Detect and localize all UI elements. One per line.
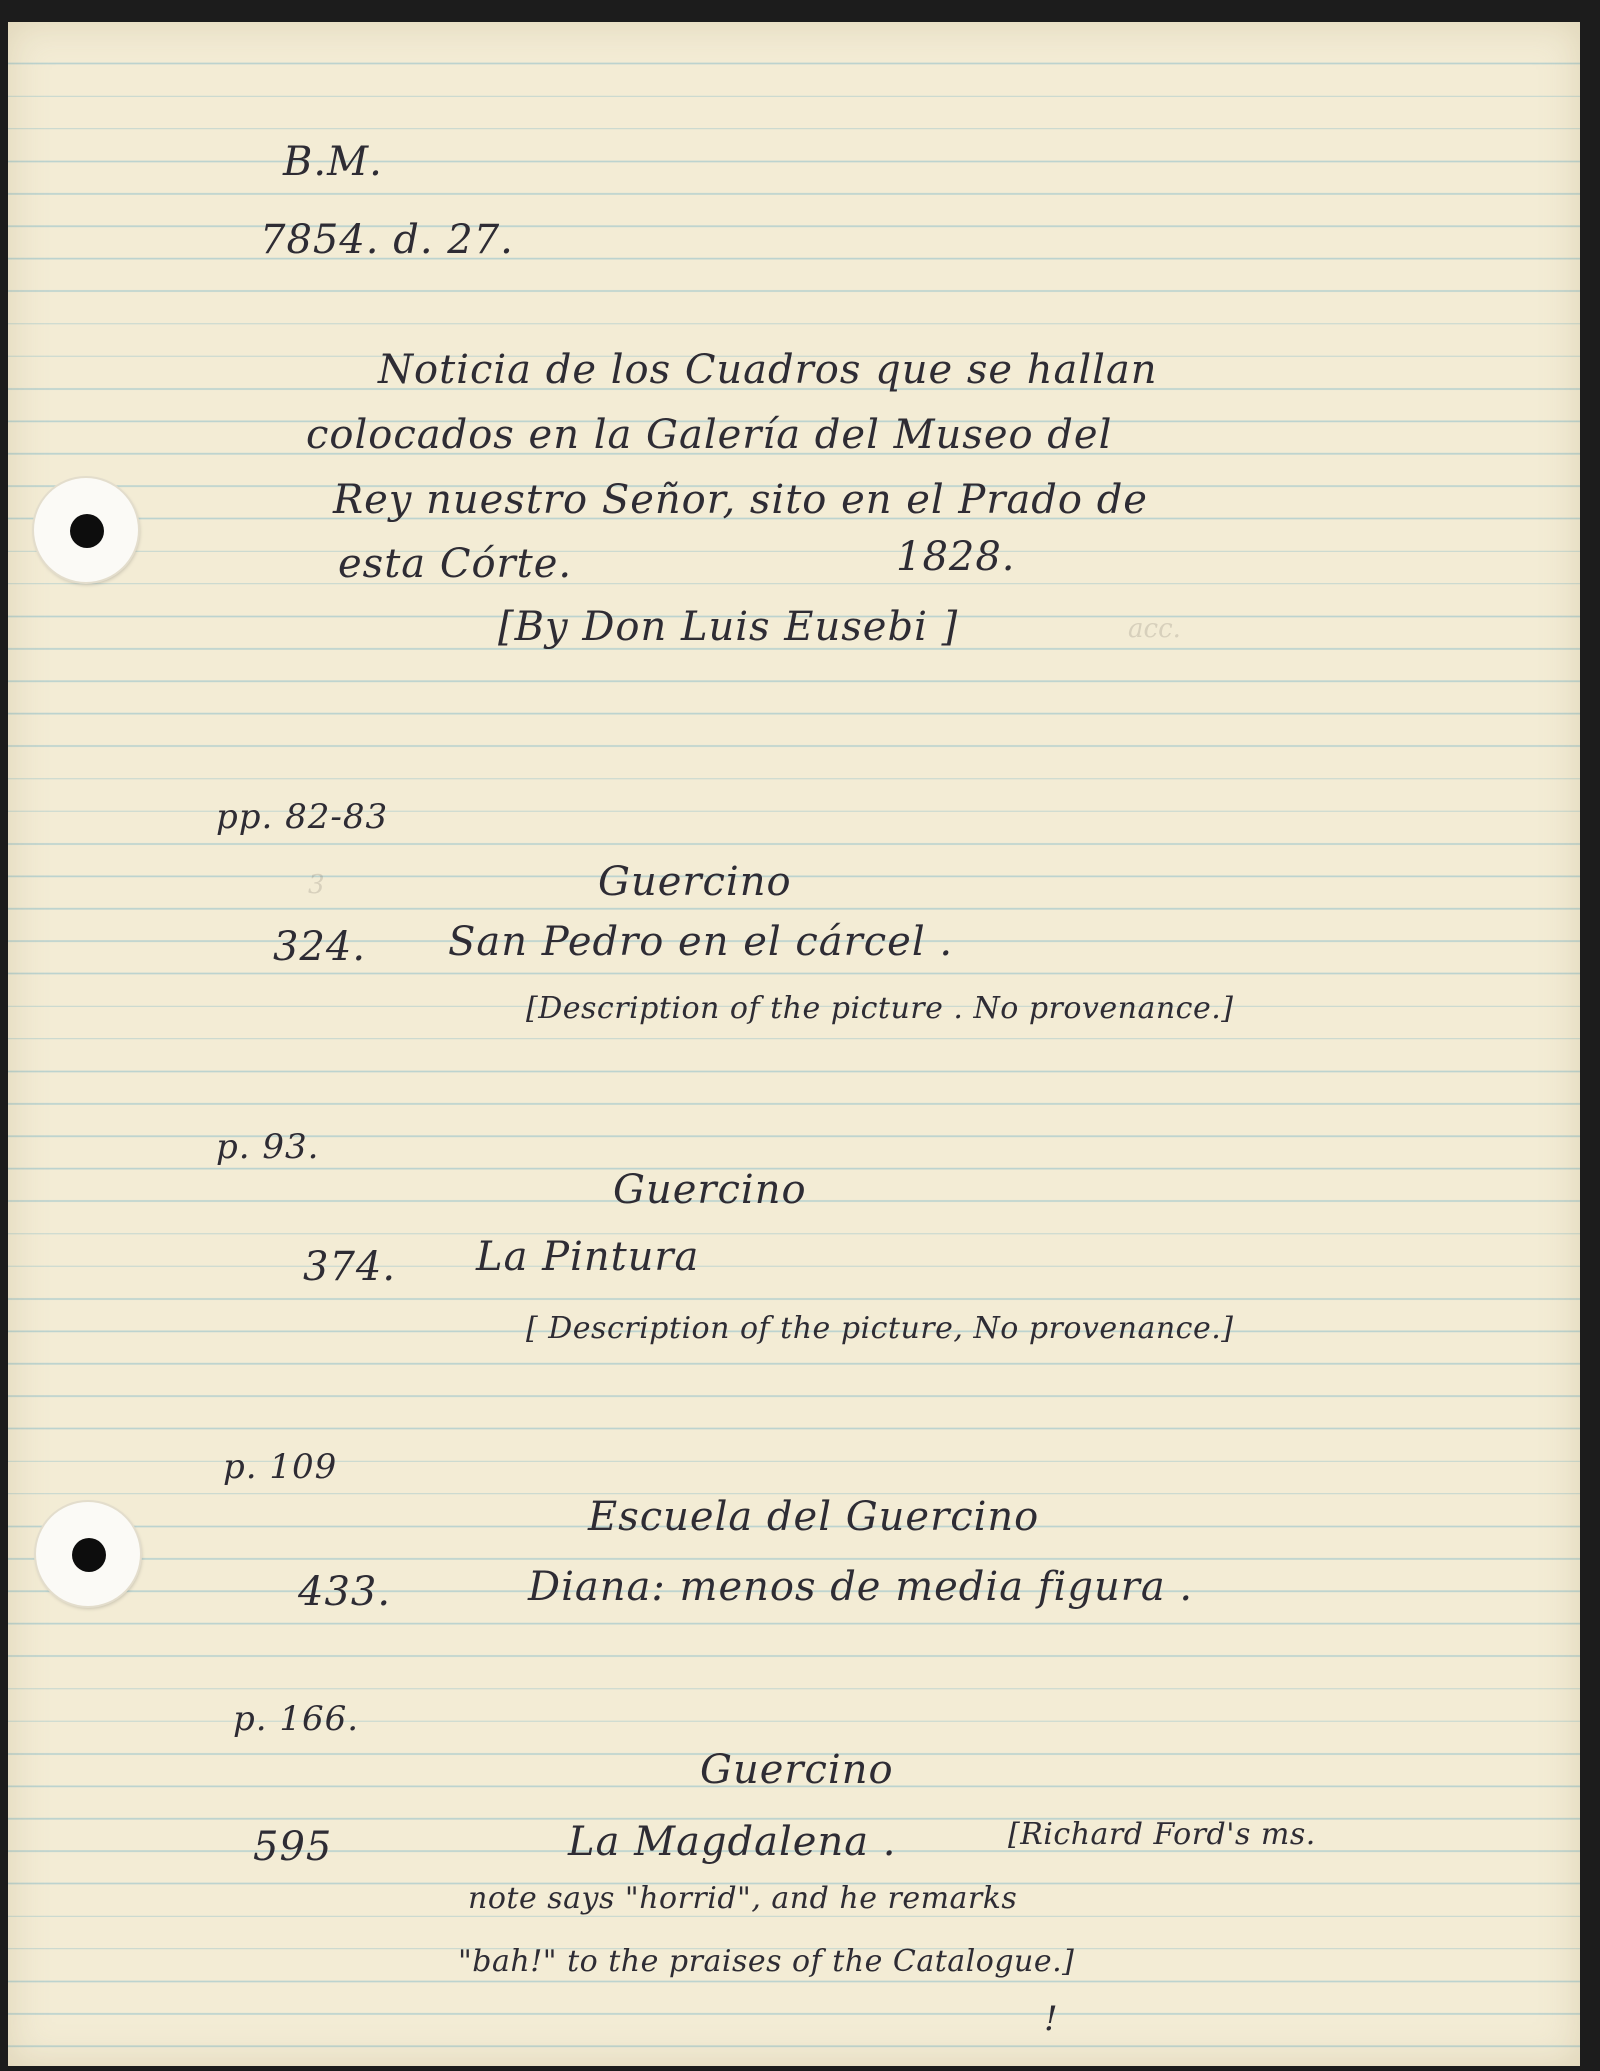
page-reference: p. 166. — [233, 1699, 360, 1739]
ruled-notebook-page — [8, 22, 1580, 2066]
work-title: Diana: menos de media figura . — [528, 1564, 1194, 1610]
artist-heading: Guercino — [598, 859, 792, 905]
catalogue-number: 324. — [273, 924, 367, 970]
page-reference: p. 93. — [216, 1127, 320, 1167]
entry-note: "bah!" to the praises of the Catalogue.] — [458, 1944, 1075, 1979]
bleed-through-mark: acc. — [1128, 614, 1181, 644]
work-title: La Magdalena . — [568, 1819, 897, 1865]
publication-year: 1828. — [896, 534, 1016, 580]
punch-hole-top — [34, 478, 138, 582]
punch-hole-bottom — [36, 1502, 140, 1606]
page-reference: p. 109 — [223, 1447, 338, 1487]
punch-hole-icon — [72, 1538, 106, 1572]
entry-note: [Description of the picture . No provenance.] — [526, 991, 1234, 1026]
catalogue-number: 374. — [303, 1244, 397, 1290]
catalogue-number: 595 — [253, 1824, 333, 1870]
artist-heading: Guercino — [613, 1167, 807, 1213]
shelfmark: 7854. d. 27. — [260, 217, 514, 263]
title-line-3: Rey nuestro Señor, sito en el Prado de — [333, 477, 1148, 523]
attribution: [By Don Luis Eusebi ] — [498, 604, 959, 650]
title-line-1: Noticia de los Cuadros que se hallan — [378, 347, 1158, 393]
page-reference: pp. 82-83 — [216, 797, 389, 837]
bleed-through-mark: 3 — [308, 870, 325, 900]
entry-note: note says "horrid", and he remarks — [468, 1881, 1018, 1916]
exclamation-mark: ! — [1044, 1999, 1059, 2039]
entry-note: [ Description of the picture, No provenance.] — [526, 1311, 1234, 1346]
entry-note: [Richard Ford's ms. — [1008, 1817, 1316, 1852]
library-abbreviation: B.M. — [283, 139, 383, 185]
work-title: San Pedro en el cárcel . — [448, 919, 954, 965]
work-title: La Pintura — [476, 1234, 700, 1280]
artist-heading: Guercino — [700, 1747, 894, 1793]
title-line-4: esta Córte. — [338, 541, 573, 587]
catalogue-number: 433. — [298, 1569, 392, 1615]
punch-hole-icon — [70, 514, 104, 548]
title-line-2: colocados en la Galería del Museo del — [306, 412, 1113, 458]
artist-heading: Escuela del Guercino — [588, 1494, 1040, 1540]
